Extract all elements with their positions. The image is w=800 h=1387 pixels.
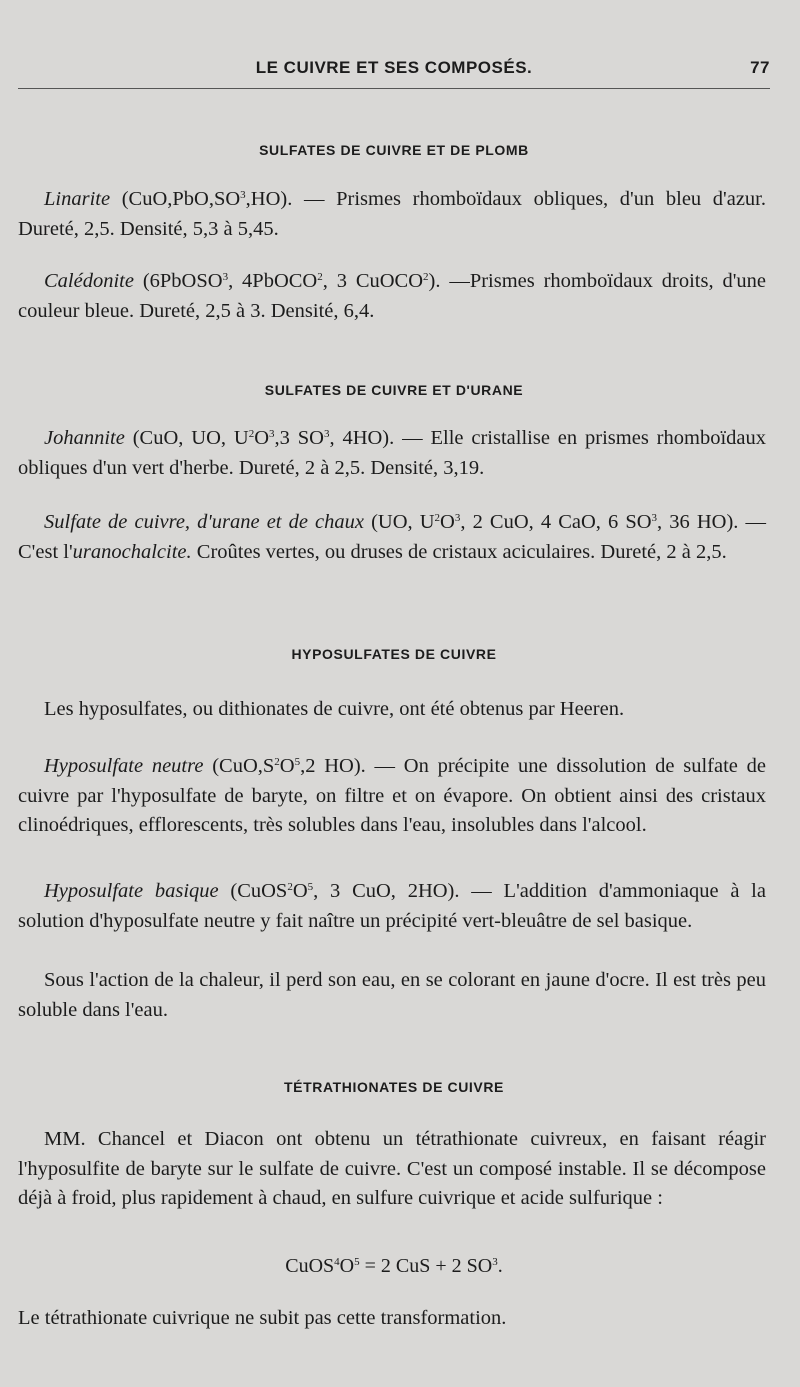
running-title: LE CUIVRE ET SES COMPOSÉS. xyxy=(255,58,533,77)
paragraph-tetrathionate: MM. Chancel et Diacon ont obtenu un tétrathionate cuivreux, en faisant réagir l'hyposulfite de baryte sur le sulfate de cuivre. C'est un composé instable. Il se décompose déjà à froid, plus rapidement à chaud, en sulfure cuivrique et acide sulfurique : xyxy=(18,1128,766,1209)
header-rule xyxy=(18,88,770,89)
mineral-name-uranochalcite: uranochalcite. xyxy=(72,540,192,563)
section-heading-tetrathionates: TÉTRATHIONATES DE CUIVRE xyxy=(284,1079,504,1095)
mineral-name: Sulfate de cuivre, d'urane et de chaux xyxy=(44,511,364,533)
paragraph-hyposulfate-chaleur: Sous l'action de la chaleur, il perd son eau, en se colorant en jaune d'ocre. Il est très peu soluble dans l'eau. xyxy=(18,969,766,1021)
paragraph-uranochalcite: Sulfate de cuivre, d'urane et de chaux (UO, $U^2O^3$, 2 CuO, 4 CaO, 6 $SO^3$, 36 HO). — C'est l'uranochalcite. Croûtes vertes, ou druses de cristaux aciculaires. Dureté, 2 à 2,5. xyxy=(18,511,767,563)
paragraph-johannite: Johannite (CuO, UO, $U^2O^3,3$ $SO^3$, 4HO). — Elle cristallise en prismes rhomboïdaux obliques d'un vert d'herbe. Dureté, 2 à 2,5. Densité, 3,19. xyxy=(18,427,766,479)
compound-name: Hyposulfate neutre xyxy=(44,755,204,777)
mineral-name: Linarite xyxy=(44,188,111,210)
paragraph-hyposulfate-neutre: Hyposulfate neutre ($CuO,S^2O^5,2$ HO). — On précipite une dissolution de sulfate de cuivre par l'hyposulfate de baryte, on filtre et on évapore. On obtient ainsi des cristaux clinoédriques, efflorescents, très solubles dans l'eau, insolubles dans l'alcool. xyxy=(18,755,766,836)
paragraph-linarite: Linarite $(CuO,PbO,SO^3,HO)$. — Prismes rhomboïdaux obliques, d'un bleu d'azur. Dureté, 2,5. Densité, 5,3 à 5,45. xyxy=(18,188,767,240)
paragraph-caledonite: Calédonite (6PbOSO$^3$, 4PbOCO$^2$, 3 CuOCO$^2$). —Prismes rhomboïdaux droits, d'une couleur bleue. Dureté, 2,5 à 3. Densité, 6,4. xyxy=(18,270,766,322)
mineral-name: Johannite xyxy=(44,427,125,449)
paragraph-hyposulfates-intro: Les hyposulfates, ou dithionates de cuivre, ont été obtenus par Heeren. xyxy=(44,698,625,720)
paragraph-final: Le tétrathionate cuivrique ne subit pas cette transformation. xyxy=(18,1307,507,1329)
paragraph-hyposulfate-basique: Hyposulfate basique ($CuOS^2O^5$, 3 CuO, 2HO). — L'addition d'ammoniaque à la solution d'hyposulfate neutre y fait naître un précipité vert-bleuâtre de sel basique. xyxy=(18,880,766,932)
section-heading-cuivre-urane: SULFATES DE CUIVRE ET D'URANE xyxy=(264,382,524,398)
page-number: 77 xyxy=(750,58,770,77)
section-heading-cuivre-plomb: SULFATES DE CUIVRE ET DE PLOMB xyxy=(259,142,529,158)
mineral-name: Calédonite xyxy=(44,270,134,292)
compound-name: Hyposulfate basique xyxy=(44,880,219,902)
section-heading-hyposulfates: HYPOSULFATES DE CUIVRE xyxy=(291,646,497,662)
running-header xyxy=(18,58,770,84)
chemical-equation: $CuOS^4O^5 = 2$ CuS + 2 $SO^3$. xyxy=(285,1255,503,1277)
